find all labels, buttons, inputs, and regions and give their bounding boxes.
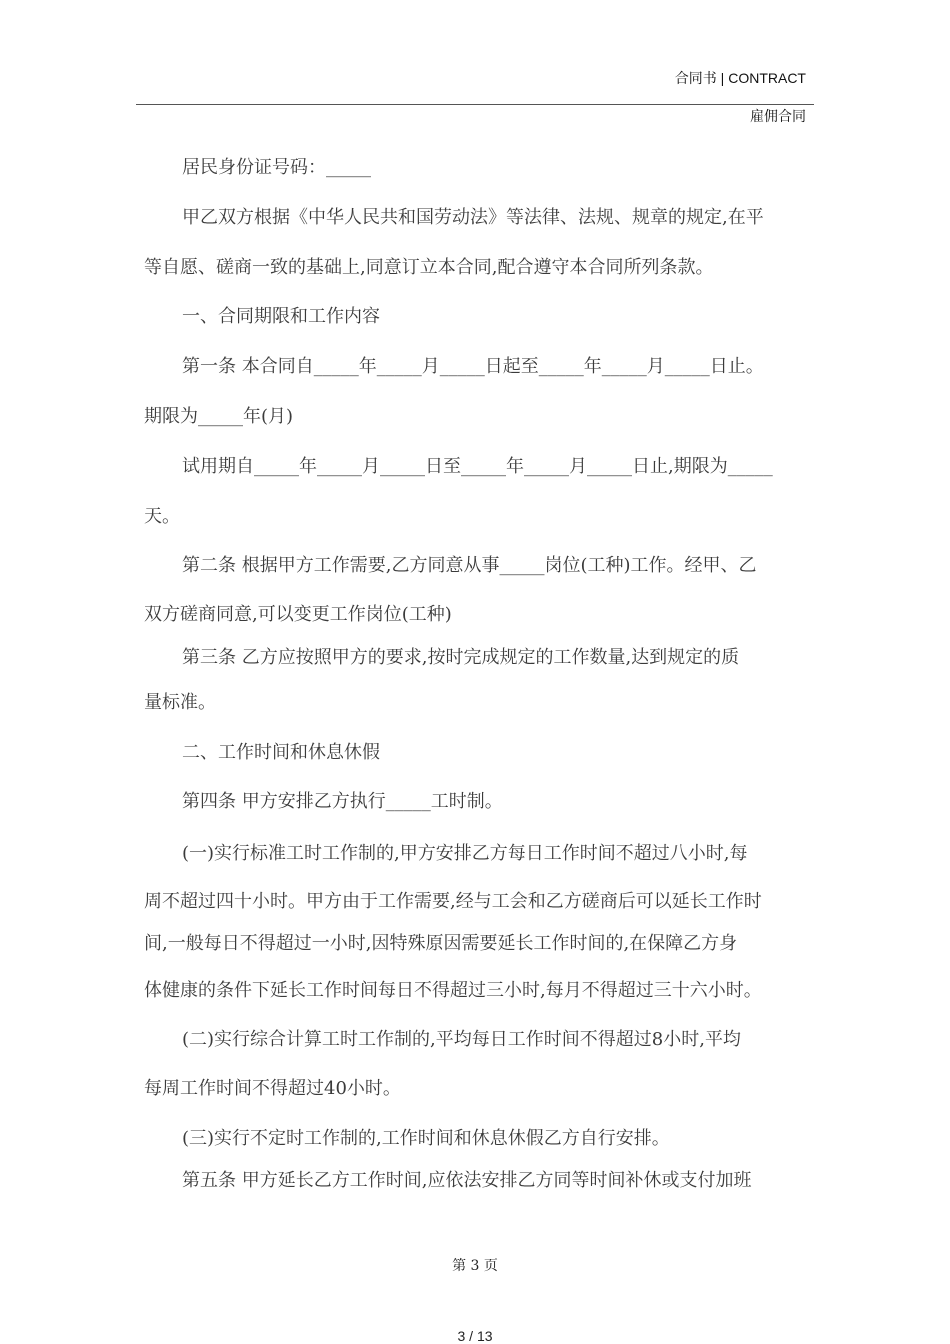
page-count: 3 / 13 (457, 1328, 493, 1344)
body-line: 居民身份证号码：_____ (182, 157, 371, 178)
header-subtitle: 雇佣合同 (750, 108, 806, 124)
body-line: 第四条 甲方安排乙方执行_____工时制。 (182, 791, 503, 812)
body-line: 第五条 甲方延长乙方工作时间,应依法安排乙方同等时间补休或支付加班 (182, 1170, 752, 1191)
body-line: (二)实行综合计算工时工作制的,平均每日工作时间不得超过8小时,平均 (182, 1029, 741, 1050)
body-line: 间,一般每日不得超过一小时,因特殊原因需要延长工作时间的,在保障乙方身 (144, 933, 738, 954)
body-line: 甲乙双方根据《中华人民共和国劳动法》等法律、法规、规章的规定,在平 (182, 207, 764, 228)
body-line: 量标准。 (144, 692, 216, 713)
body-line: 天。 (144, 506, 180, 527)
page-number: 第 3 页 (452, 1258, 498, 1274)
body-line: 双方磋商同意,可以变更工作岗位(工种) (144, 604, 452, 625)
header-divider (136, 104, 814, 105)
header-title: 合同书 | CONTRACT (674, 70, 806, 86)
body-line: 周不超过四十小时。甲方由于工作需要,经与工会和乙方磋商后可以延长工作时 (144, 891, 762, 912)
body-line: 每周工作时间不得超过40小时。 (144, 1078, 401, 1099)
body-line: 体健康的条件下延长工作时间每日不得超过三小时,每月不得超过三十六小时。 (144, 980, 762, 1001)
section-heading: 二、工作时间和休息休假 (182, 742, 380, 763)
body-line: (一)实行标准工时工作制的,甲方安排乙方每日工作时间不超过八小时,每 (182, 843, 748, 864)
body-line: (三)实行不定时工作制的,工作时间和休息休假乙方自行安排。 (182, 1128, 670, 1149)
body-line: 期限为_____年(月) (144, 406, 294, 427)
body-line: 等自愿、磋商一致的基础上,同意订立本合同,配合遵守本合同所列条款。 (144, 257, 714, 278)
body-line: 试用期自_____年_____月_____日至_____年_____月_____日止,期限为_____ (182, 456, 773, 477)
body-line: 第一条 本合同自_____年_____月_____日起至_____年_____月_____日止。 (182, 356, 764, 377)
section-heading: 一、合同期限和工作内容 (182, 306, 380, 327)
body-line: 第二条 根据甲方工作需要,乙方同意从事_____岗位(工种)工作。经甲、乙 (182, 555, 757, 576)
body-line: 第三条 乙方应按照甲方的要求,按时完成规定的工作数量,达到规定的质 (182, 647, 740, 668)
